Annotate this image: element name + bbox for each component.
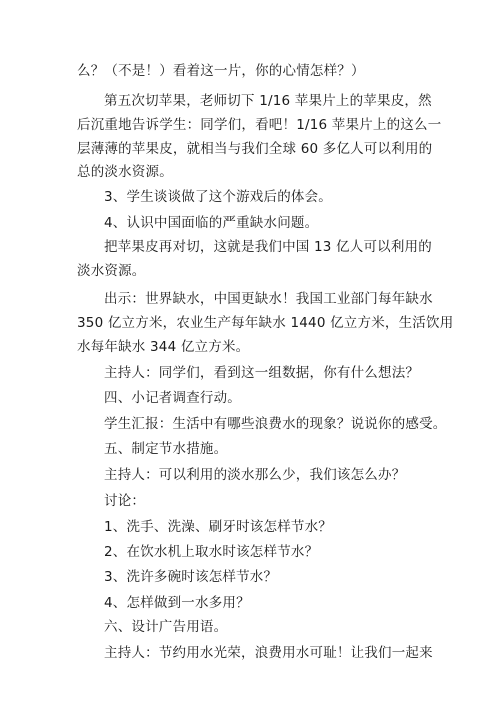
text-line-4: 层薄薄的苹果皮，就相当与我们全球 60 多亿人可以利用的 — [77, 141, 433, 157]
text-line-3: 后沉重地告诉学生：同学们，看吧！1/16 苹果片上的这么一 — [77, 117, 442, 133]
text-line-18: 讨论： — [104, 493, 146, 509]
section-heading-5: 五、制定节水措施。 — [104, 441, 228, 457]
list-item-4: 4、怎样做到一水多用？ — [104, 595, 250, 611]
list-item-3: 3、洗许多碗时该怎样节水？ — [104, 569, 278, 585]
text-line-7: 4、认识中国面临的严重缺水问题。 — [104, 215, 319, 231]
text-line-11: 350 亿立方米，农业生产每年缺水 1440 亿立方米，生活饮用 — [77, 315, 454, 331]
text-line-12: 水每年缺水 344 亿立方米。 — [77, 339, 250, 355]
text-line-15: 学生汇报：生活中有哪些浪费水的现象？说说你的感受。 — [104, 416, 447, 432]
text-line-24: 主持人：节约用水光荣，浪费用水可耻！让我们一起来 — [104, 645, 433, 661]
section-heading-4: 四、小记者调查行动。 — [104, 390, 241, 406]
text-line-17: 主持人：可以利用的淡水那么少，我们该怎么办？ — [104, 467, 406, 483]
text-line-10: 出示：世界缺水，中国更缺水！我国工业部门每年缺水 — [104, 291, 433, 307]
text-line-1: 么？（不是！）看着这一片，你的心情怎样？） — [77, 63, 365, 79]
text-line-5: 总的淡水资源。 — [77, 164, 173, 180]
text-line-8: 把苹果皮再对切，这就是我们中国 13 亿人可以利用的 — [104, 239, 432, 255]
text-line-6: 3、学生谈谈做了这个游戏后的体会。 — [104, 189, 332, 205]
section-heading-6: 六、设计广告用语。 — [104, 619, 228, 635]
text-line-2: 第五次切苹果，老师切下 1/16 苹果片上的苹果皮，然 — [104, 93, 432, 109]
text-line-13: 主持人：同学们，看到这一组数据，你有什么想法？ — [104, 365, 420, 381]
text-line-9: 淡水资源。 — [77, 263, 146, 279]
list-item-2: 2、在饮水机上取水时该怎样节水？ — [104, 544, 319, 560]
list-item-1: 1、洗手、洗澡、刷牙时该怎样节水？ — [104, 519, 332, 535]
